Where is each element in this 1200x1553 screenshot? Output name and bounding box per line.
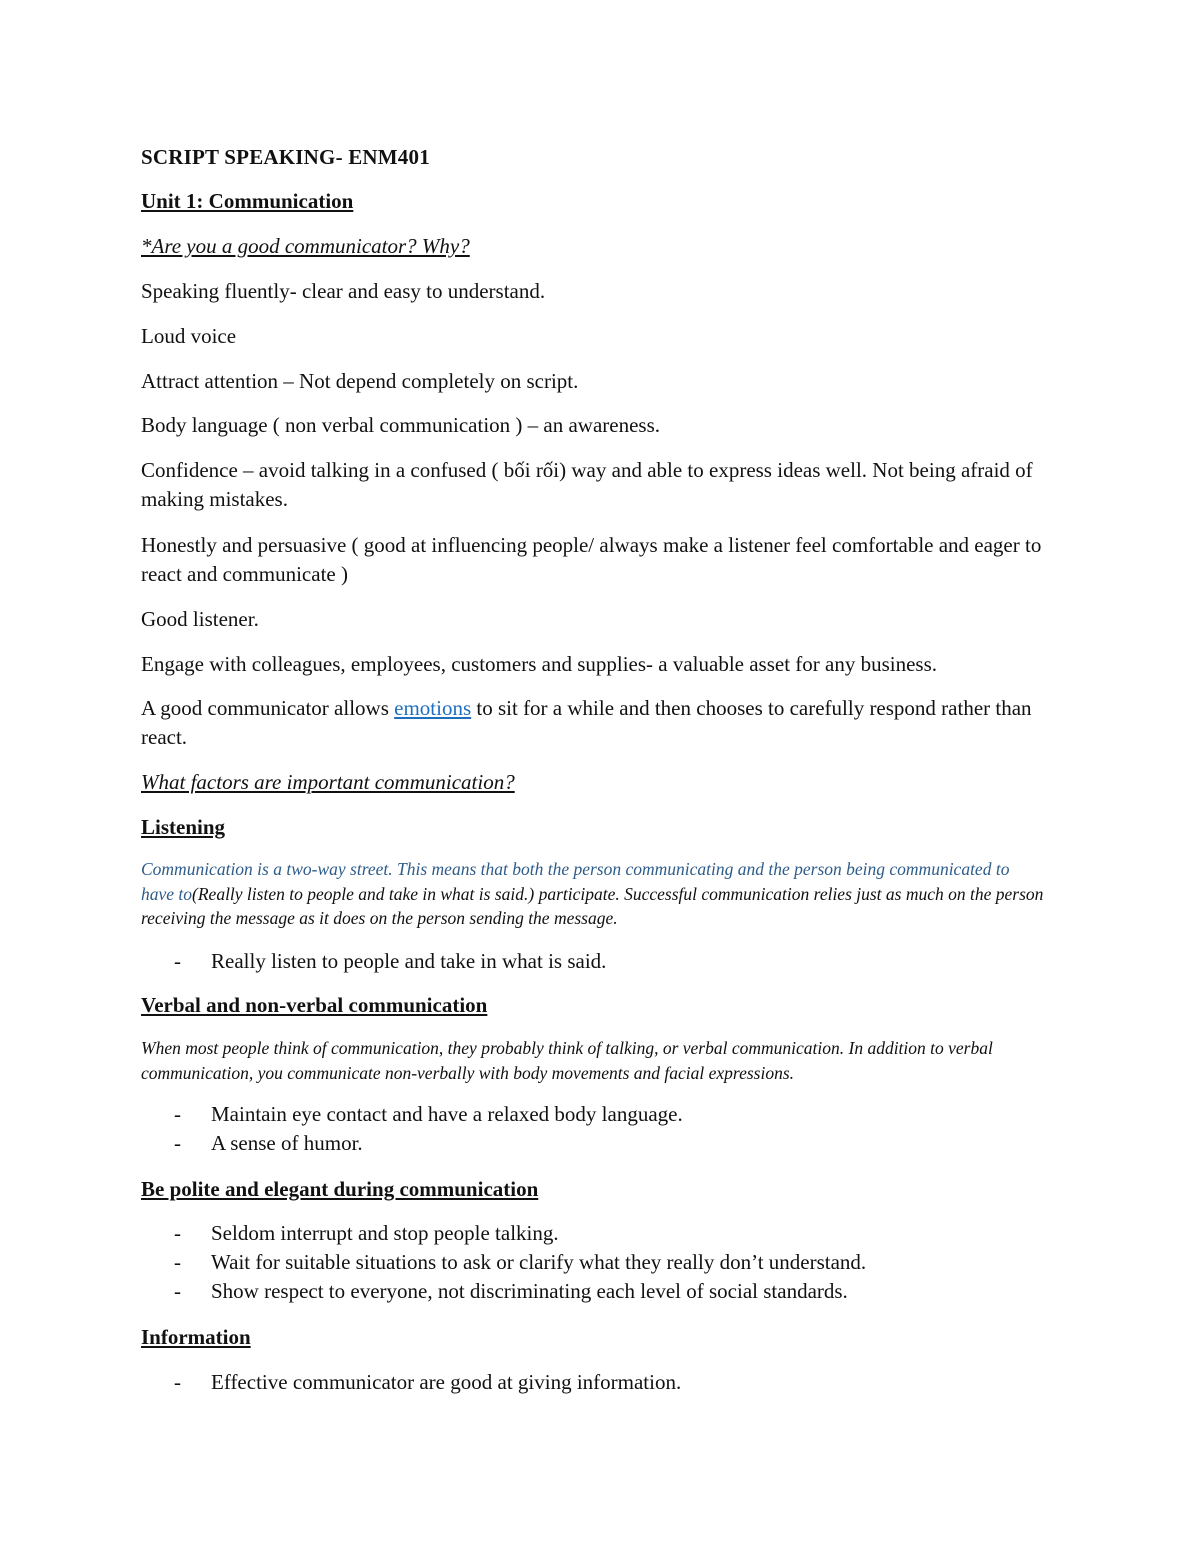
line-attract-attention: Attract attention – Not depend completely on script. (141, 369, 579, 393)
document-title: SCRIPT SPEAKING- ENM401 (141, 145, 430, 169)
unit-heading: Unit 1: Communication (141, 189, 354, 213)
bullet-marker: - (174, 1221, 181, 1245)
line-loud-voice: Loud voice (141, 324, 237, 348)
bullet-marker: - (174, 949, 181, 973)
bullet-marker: - (174, 1279, 181, 1303)
good-communicator-text-after: to sit for a while and then chooses to carefully respond rather than react. (141, 696, 1032, 749)
bullet-marker: - (174, 1250, 181, 1274)
heading-listening: Listening (141, 815, 226, 839)
heading-verbal-nonverbal: Verbal and non-verbal communication (141, 993, 488, 1017)
bullet-text: Maintain eye contact and have a relaxed body language. (211, 1102, 683, 1126)
bullet-text: Really listen to people and take in what is said. (211, 949, 607, 973)
emotions-link[interactable]: emotions (394, 696, 472, 720)
heading-polite-elegant: Be polite and elegant during communication (141, 1177, 539, 1201)
line-good-listener: Good listener. (141, 607, 259, 631)
bullet-marker: - (174, 1131, 181, 1155)
verbal-paragraph: When most people think of communication, they probably think of talking, or verbal communication. In addition to verbal communication, you communicate non-verbally with body movements and facial expressions. (141, 1038, 993, 1083)
listening-paragraph (141, 857, 1046, 931)
line-body-language: Body language ( non verbal communication ) – an awareness. (141, 413, 661, 437)
bullet-text: A sense of humor. (211, 1131, 363, 1155)
question-important-factors: What factors are important communication? (141, 770, 515, 794)
line-speaking-fluently: Speaking fluently- clear and easy to understand. (141, 279, 546, 303)
bullet-marker: - (174, 1102, 181, 1126)
line-honestly-persuasive: Honestly and persuasive ( good at influencing people/ always make a listener feel comfortable and eager to react and communicate ) (141, 533, 1042, 586)
line-good-communicator (141, 694, 1061, 752)
question-good-communicator: *Are you a good communicator? Why? (141, 234, 470, 258)
bullet-text: Effective communicator are good at giving information. (211, 1370, 682, 1394)
line-confidence: Confidence – avoid talking in a confused ( bối rối) way and able to express ideas well. Not being afraid of making mistakes. (141, 458, 1033, 511)
listening-paragraph-blue: Communication is a two-way street. This means that both the person communicating and the person being communicated to have to (141, 859, 1010, 904)
good-communicator-text-before: A good communicator allows (141, 696, 395, 720)
listening-paragraph-black: (Really listen to people and take in what is said.) participate. Successful communication relies just as much on the person receiving the message as it does on the person sending the message. (141, 883, 1044, 928)
heading-information: Information (141, 1325, 251, 1349)
bullet-text: Show respect to everyone, not discriminating each level of social standards. (211, 1279, 848, 1303)
bullet-text: Wait for suitable situations to ask or clarify what they really don’t understand. (211, 1250, 867, 1274)
bullet-marker: - (174, 1370, 181, 1394)
bullet-text: Seldom interrupt and stop people talking. (211, 1221, 559, 1245)
line-engage: Engage with colleagues, employees, customers and supplies- a valuable asset for any business. (141, 652, 938, 676)
